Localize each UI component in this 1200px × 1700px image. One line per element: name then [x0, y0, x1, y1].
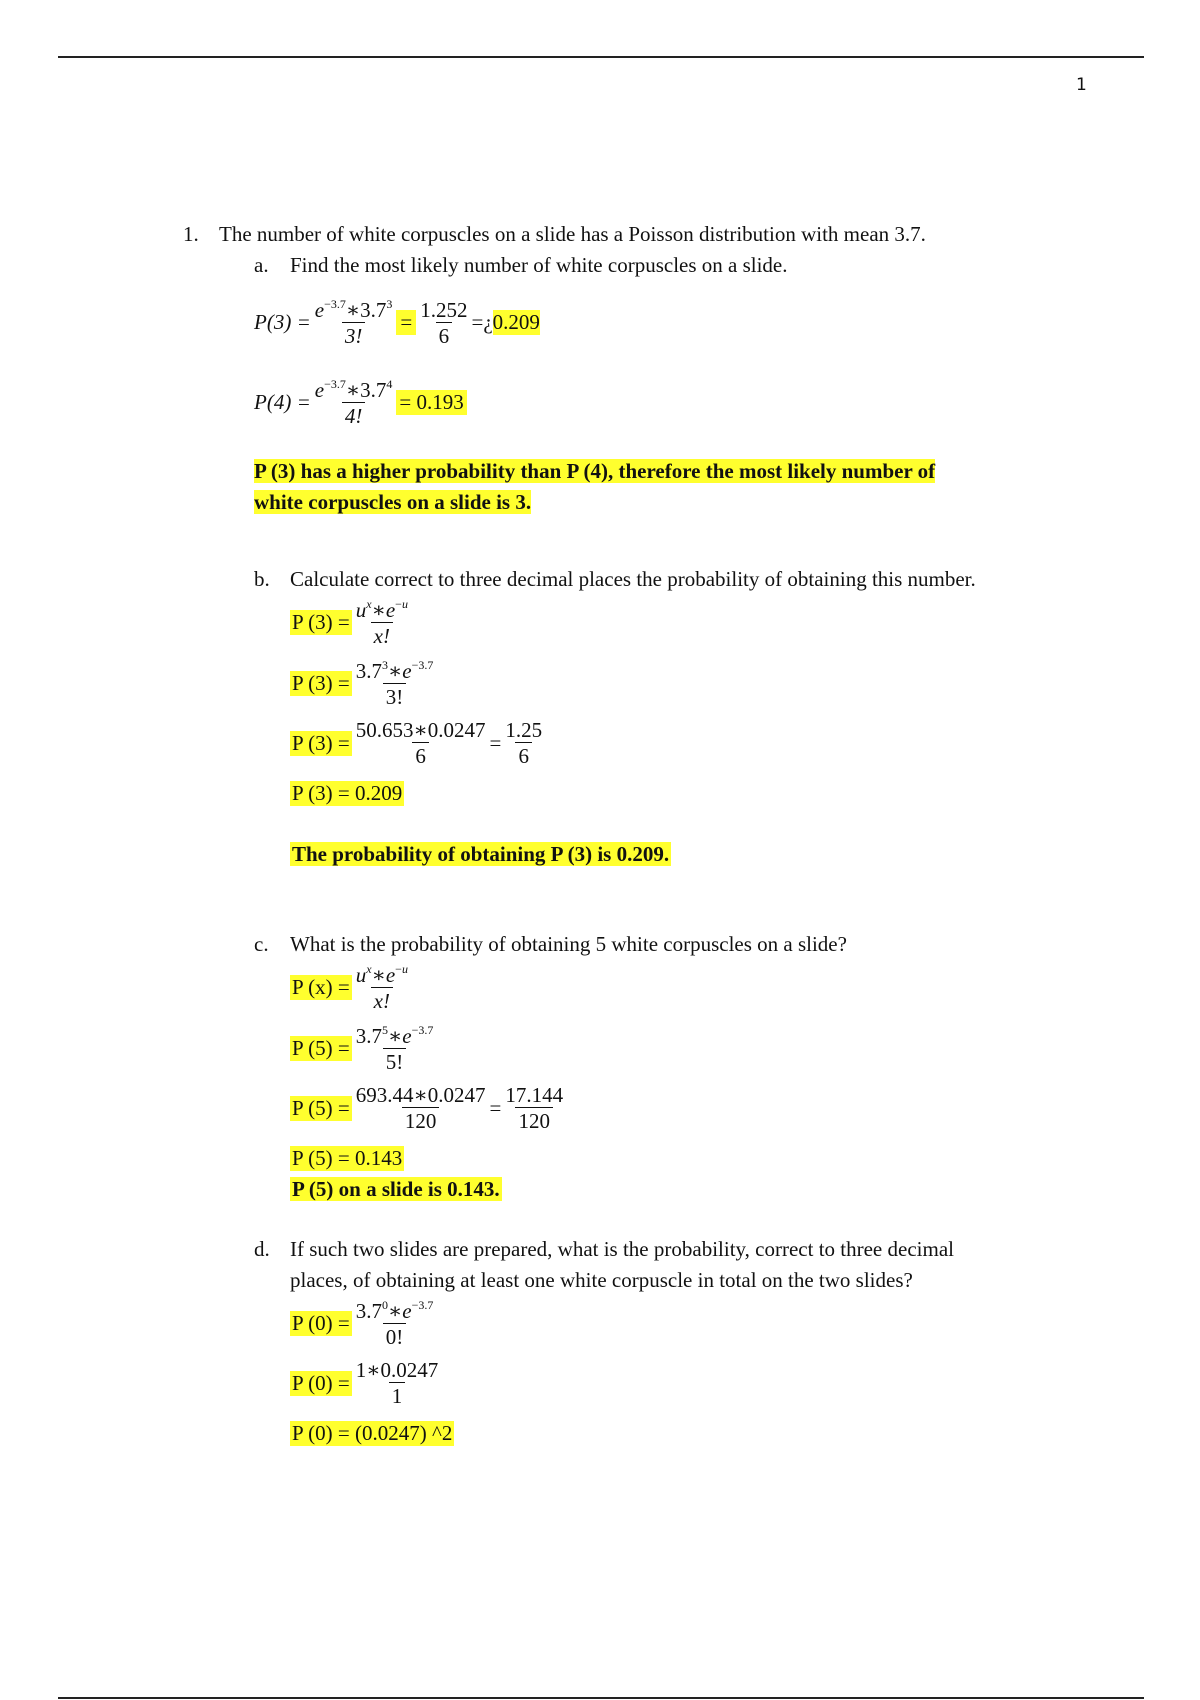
part-c-text: What is the probability of obtaining 5 white corpuscles on a slide? [290, 932, 847, 956]
part-a-conclusion-2: white corpuscles on a slide is 3. [254, 490, 532, 514]
part-b-row-3: P (3) = $\frac{50.653∗0.0247}{6}$ = $\frac{1.25}{6}$ [292, 718, 543, 769]
eq1-result: 0.209 [492, 310, 540, 335]
part-d-result: P (0) = (0.0247) ^2 [292, 1421, 453, 1445]
part-b-result: P (3) = 0.209 [292, 781, 403, 805]
part-c-row-2: P (5) = $\frac{3.7^5∗e^{-3.7}}{5!}$ [292, 1023, 434, 1075]
eq2-fraction: $\frac{e^{-3.7}∗3.7^4}{4!}$ [314, 377, 393, 429]
page-number: 1 [1076, 75, 1087, 95]
part-a-equation-1: P(3) = $\frac{e^{-3.7}∗3.7^3}{3!}$ = $\frac{1.252}{6}$ =¿ 0.209 [254, 297, 540, 349]
part-d-text-2: places, of obtaining at least one white corpuscle in total on the two slides? [290, 1268, 913, 1292]
part-b-row-2: P (3) = $\frac{3.7^3∗e^{-3.7}}{3!}$ [292, 658, 434, 710]
part-c-conclusion: P (5) on a slide is 0.143. [292, 1177, 500, 1201]
question-number: 1. [183, 222, 199, 246]
eq1-lhs: P(3) = [254, 310, 311, 335]
part-b-row-1: P (3) = $\frac{u^x∗e^{-u}}{x!}$ [292, 597, 408, 649]
part-d-text-1: If such two slides are prepared, what is the probability, correct to three decimal [290, 1237, 954, 1261]
part-c-result: P (5) = 0.143 [292, 1146, 403, 1170]
part-a-text: Find the most likely number of white corpuscles on a slide. [290, 253, 788, 277]
part-c-letter: c. [254, 932, 269, 956]
part-b-text: Calculate correct to three decimal places the probability of obtaining this number. [290, 567, 976, 591]
part-d-letter: d. [254, 1237, 270, 1261]
part-a-equation-2 [254, 378, 467, 427]
eq2-lhs: P(4) = [254, 390, 311, 415]
eq2-result: = 0.193 [396, 390, 466, 415]
eq1-equals: = [396, 310, 416, 335]
eq1-fraction-2: $\frac{1.252}{6}$ [420, 297, 468, 348]
part-c-row-1: P (x) = $\frac{u^x∗e^{-u}}{x!}$ [292, 962, 408, 1014]
question-text: The number of white corpuscles on a slide has a Poisson distribution with mean 3.7. [219, 222, 926, 246]
part-c-row-3: P (5) = $\frac{693.44∗0.0247}{120}$ = $\frac{17.144}{120}$ [292, 1083, 564, 1134]
part-d-row-1: P (0) = $\frac{3.7^0∗e^{-3.7}}{0!}$ [292, 1298, 434, 1350]
eq1-fraction: $\frac{e^{-3.7}∗3.7^3}{3!}$ [314, 297, 393, 349]
footer-rule [58, 1697, 1144, 1699]
part-b-conclusion: The probability of obtaining P (3) is 0.209. [292, 842, 670, 866]
part-d-row-2: P (0) = $\frac{1∗0.0247}{1}$ [292, 1358, 439, 1409]
part-a-conclusion-1: P (3) has a higher probability than P (4), therefore the most likely number of [254, 459, 936, 483]
part-a-letter: a. [254, 253, 269, 277]
header-rule [58, 56, 1144, 58]
part-b-letter: b. [254, 567, 270, 591]
